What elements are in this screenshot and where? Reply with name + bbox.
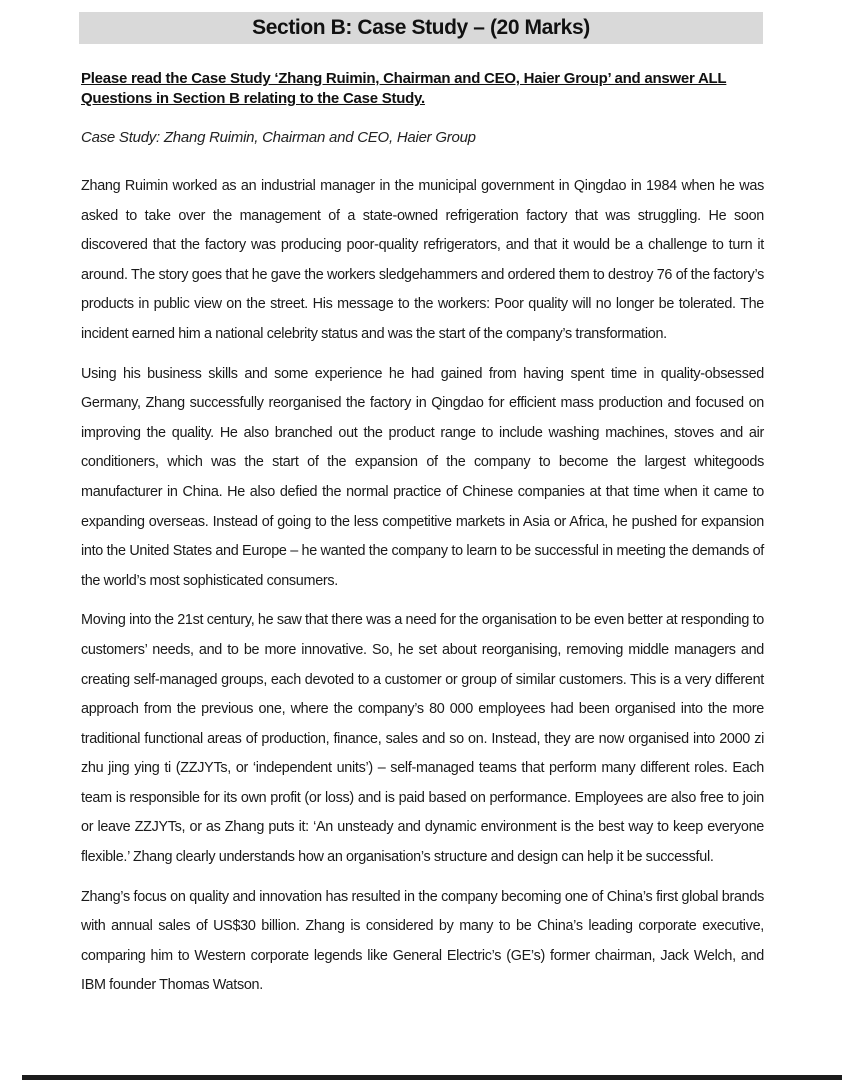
instructions-text: Please read the Case Study ‘Zhang Ruimin, Chairman and CEO, Haier Group’ and answer ALL Questions in Section B relating to the Case Study.: [81, 70, 727, 107]
case-study-subtitle: Case Study: Zhang Ruimin, Chairman and CEO, Haier Group: [81, 129, 476, 146]
paragraph-2: Using his business skills and some experience he had gained from having spent time in quality-obsessed Germany, Zhang successfully reorganised the factory in Qingdao for efficient mass production and focused on improving the quality. He also branched out the product range to include washing machines, stoves and air conditioners, which was the start of the expansion of the company to become the largest whitegoods manufacturer in China. He also defied the normal practice of Chinese companies at that time when it came to expanding overseas. Instead of going to the less competitive markets in Asia or Africa, he pushed for expansion into the United States and Europe – he wanted the company to learn to be successful in meeting the demands of the world’s most sophisticated consumers.: [81, 365, 764, 589]
paragraph-4: Zhang’s focus on quality and innovation has resulted in the company becoming one of China’s first global brands with annual sales of US$30 billion. Zhang is considered by many to be China’s leading corporate executive, comparing him to Western corporate legends like General Electric’s (GE’s) former chairman, Jack Welch, and IBM founder Thomas Watson.: [81, 888, 764, 994]
paragraph-1: Zhang Ruimin worked as an industrial manager in the municipal government in Qingdao in 1984 when he was asked to take over the management of a state-owned refrigeration factory that was struggling. He soon discovered that the factory was producing poor-quality refrigerators, and that it would be a challenge to turn it around. The story goes that he gave the workers sledgehammers and ordered them to destroy 76 of the factory’s products in public view on the street. His message to the workers: Poor quality will no longer be tolerated. The incident earned him a national celebrity status and was the start of the company’s transformation.: [81, 178, 764, 342]
section-header-bar: [79, 12, 763, 44]
bottom-divider: [22, 1075, 842, 1080]
section-title: Section B: Case Study – (20 Marks): [252, 16, 590, 39]
case-study-body: [81, 172, 764, 1011]
paragraph-3: Moving into the 21st century, he saw that there was a need for the organisation to be even better at responding to customers’ needs, and to be more innovative. So, he set about reorganising, removing middle managers and creating self-managed groups, each devoted to a customer or group of similar customers. This is a very different approach from the previous one, where the company’s 80 000 employees had been organised into the more traditional functional areas of production, finance, sales and so on. Instead, they are now organised into 2000 zi zhu jing ying ti (ZZJYTs, or ‘independent units’) – self-managed teams that perform many different roles. Each team is responsible for its own profit (or loss) and is paid based on performance. Employees are also free to join or leave ZZJYTs, or as Zhang puts it: ‘An unsteady and dynamic environment is the best way to keep everyone flexible.’ Zhang clearly understands how an organisation’s structure and design can help it be successful.: [81, 612, 764, 866]
